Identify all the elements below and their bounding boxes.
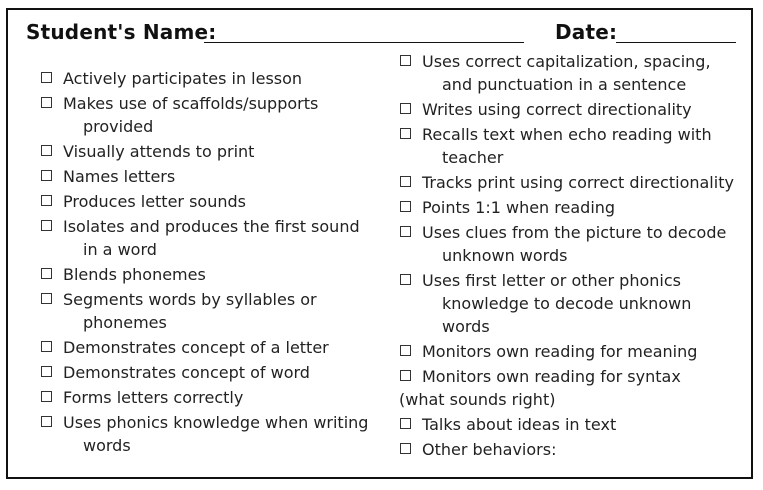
checklist-item: [40, 411, 370, 457]
checklist-item: [40, 190, 370, 213]
checklist-item-label: Monitors own reading for meaning: [422, 342, 698, 361]
checklist-item: [399, 98, 739, 121]
checkbox[interactable]: [41, 341, 52, 352]
checklist-item-label: Tracks print using correct directionality: [422, 173, 734, 192]
checklist-item-label: Actively participates in lesson: [63, 69, 303, 88]
checklist-item: [399, 340, 739, 363]
checkbox[interactable]: [41, 416, 52, 427]
checkbox[interactable]: [400, 55, 411, 66]
checkbox[interactable]: [400, 274, 411, 285]
checklist-item: [399, 413, 739, 436]
checkbox[interactable]: [400, 128, 411, 139]
checklist-item: [40, 92, 370, 138]
checkbox[interactable]: [41, 195, 52, 206]
checklist-item: [399, 269, 739, 338]
checklist-item: [399, 221, 739, 267]
checkbox[interactable]: [400, 226, 411, 237]
checkbox[interactable]: [41, 170, 52, 181]
student-name-field[interactable]: [204, 42, 524, 43]
checkbox[interactable]: [400, 418, 411, 429]
checklist-item-label: Uses first letter or other phonics knowledge to decode unknown words: [422, 271, 692, 336]
checklist-item-label-line2: (what sounds right): [399, 390, 556, 409]
checkbox[interactable]: [41, 220, 52, 231]
student-name-label: Student's Name:: [26, 20, 217, 44]
checklist-item: [399, 196, 739, 219]
left-checklist: [40, 67, 370, 459]
checkbox[interactable]: [400, 443, 411, 454]
checklist-item-label: Writes using correct directionality: [422, 100, 692, 119]
checkbox[interactable]: [400, 370, 411, 381]
checklist-item-label: Other behaviors:: [422, 440, 557, 459]
checklist-item-label: Uses correct capitalization, spacing, and punctuation in a sentence: [422, 52, 711, 94]
checklist-item-label: Makes use of scaffolds/supports provided: [63, 94, 319, 136]
checklist-item: [40, 215, 370, 261]
date-field[interactable]: [616, 42, 736, 43]
checklist-item: [40, 288, 370, 334]
checklist-item-label: Points 1:1 when reading: [422, 198, 616, 217]
checklist-item-label: Visually attends to print: [63, 142, 255, 161]
checklist-item-label: Demonstrates concept of word: [63, 363, 310, 382]
checklist-item-label-line1: Monitors own reading for syntax: [422, 367, 681, 386]
checkbox[interactable]: [41, 145, 52, 156]
checklist-item-label: Names letters: [63, 167, 176, 186]
checklist-item-label: Blends phonemes: [63, 265, 206, 284]
checkbox[interactable]: [400, 345, 411, 356]
checkbox[interactable]: [41, 366, 52, 377]
checklist-item: [399, 438, 739, 461]
checklist-item-label: [399, 365, 739, 411]
checklist-item: [40, 140, 370, 163]
checklist-item-label: Demonstrates concept of a letter: [63, 338, 329, 357]
checklist-item-label: Uses phonics knowledge when writing words: [63, 413, 369, 455]
checklist-item: [40, 386, 370, 409]
checkbox[interactable]: [41, 72, 52, 83]
checklist-item-label: Isolates and produces the first sound in a word: [63, 217, 360, 259]
checklist-item-label: Forms letters correctly: [63, 388, 244, 407]
checkbox[interactable]: [41, 391, 52, 402]
checklist-item: [399, 50, 739, 96]
checklist-item: [40, 336, 370, 359]
checkbox[interactable]: [400, 103, 411, 114]
checklist-item: [40, 263, 370, 286]
checklist-item: [399, 365, 739, 411]
checklist-item: [40, 165, 370, 188]
checkbox[interactable]: [400, 176, 411, 187]
checkbox[interactable]: [41, 97, 52, 108]
checklist-item: [399, 171, 739, 194]
checkbox[interactable]: [41, 268, 52, 279]
checklist-item-label: Segments words by syllables or phonemes: [63, 290, 317, 332]
date-label: Date:: [555, 20, 618, 44]
right-checklist: [399, 50, 739, 463]
checkbox[interactable]: [400, 201, 411, 212]
checklist-item: [40, 67, 370, 90]
checklist-item: [40, 361, 370, 384]
checkbox[interactable]: [41, 293, 52, 304]
checklist-item-label: Uses clues from the picture to decode unknown words: [422, 223, 727, 265]
checklist-item-label: Recalls text when echo reading with teacher: [422, 125, 712, 167]
checklist-item-label: Talks about ideas in text: [422, 415, 617, 434]
checklist-item: [399, 123, 739, 169]
checklist-item-label: Produces letter sounds: [63, 192, 246, 211]
